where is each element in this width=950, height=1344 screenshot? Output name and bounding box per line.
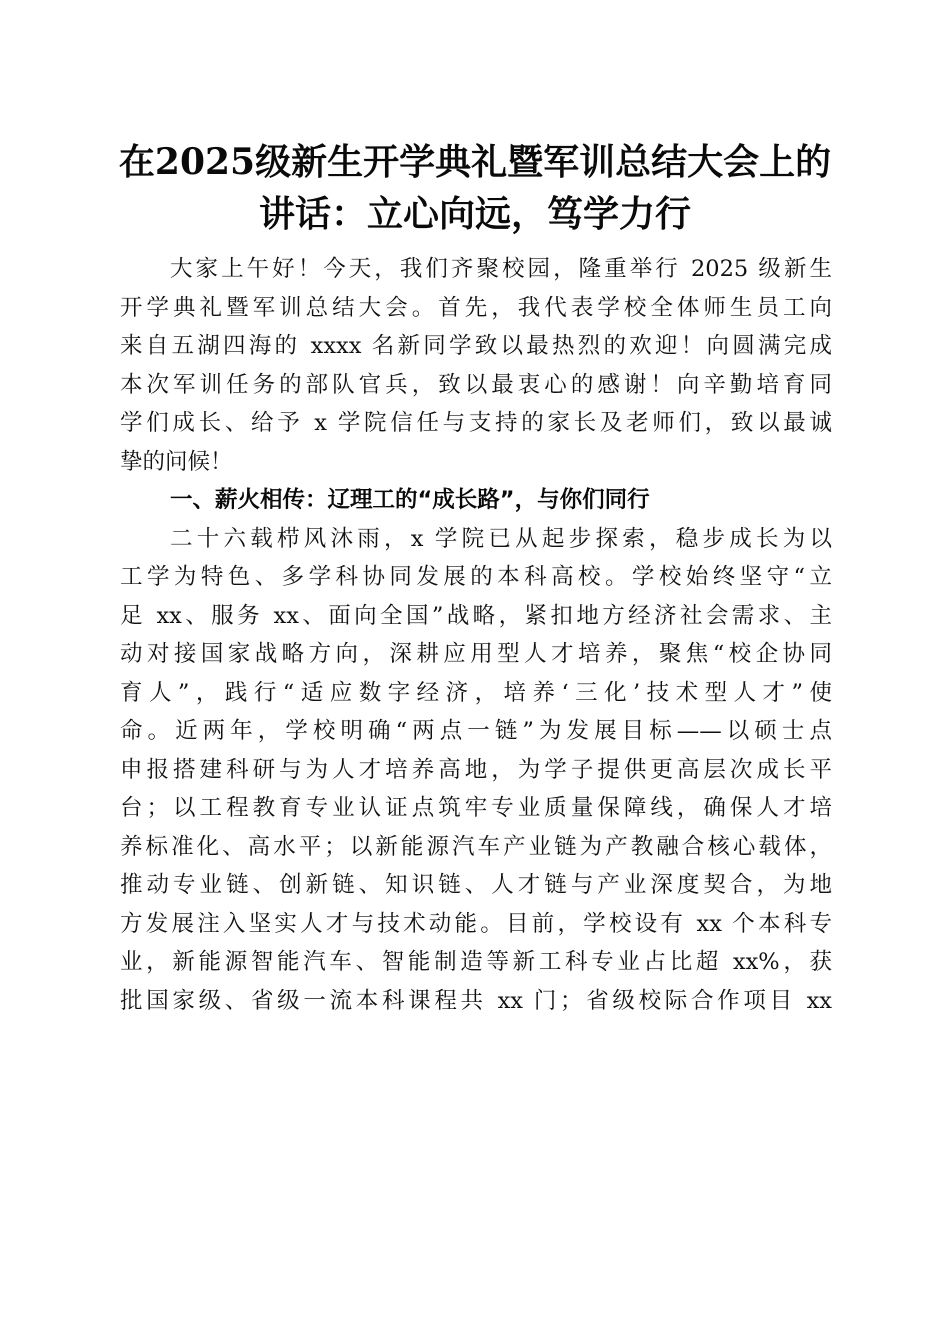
- paragraph-line: 命。近两年，学校明确“两点一链”为发展目标——以硕士点: [120, 718, 832, 744]
- paragraph-line: 业，新能源智能汽车、智能制造等新工科专业占比超 xx%，获: [120, 949, 832, 975]
- paragraph-line: 养标准化、高水平；以新能源汽车产业链为产教融合核心载体，: [120, 833, 832, 860]
- paragraph-line: 开学典礼暨军训总结大会。首先，我代表学校全体师生员工向: [120, 294, 832, 321]
- paragraph-line: 工学为特色、多学科协同发展的本科高校。学校始终坚守“立: [120, 564, 832, 590]
- paragraph-line: 申报搭建科研与为人才培养高地，为学子提供更高层次成长平: [120, 756, 832, 783]
- paragraph-line: 学们成长、给予 x 学院信任与支持的家长及老师们，致以最诚: [120, 410, 832, 436]
- title-line-1: 在2025级新生开学典礼暨军训总结大会上的: [118, 141, 832, 183]
- paragraph-line: 方发展注入坚实人才与技术动能。目前，学校设有 xx 个本科专: [120, 910, 832, 937]
- paragraph-line: 动对接国家战略方向，深耕应用型人才培养，聚焦“校企协同: [120, 641, 832, 667]
- paragraph-line: 大家上午好！今天，我们齐聚校园，隆重举行 2025 级新生: [170, 256, 832, 282]
- paragraph-line: 育人”，践行“适应数字经济，培养‘三化’技术型人才”使: [120, 679, 832, 706]
- section-paragraph: [120, 520, 832, 1021]
- paragraph-line: 足 xx、服务 xx、面向全国”战略，紧扣地方经济社会需求、主: [120, 602, 832, 629]
- intro-paragraph: [120, 250, 832, 481]
- paragraph-line: 批国家级、省级一流本科课程共 xx 门；省级校际合作项目 xx: [120, 987, 832, 1014]
- title-line-2: 讲话：立心向远，笃学力行: [258, 193, 691, 235]
- section-heading: 一、薪火相传：辽理工的“成长路”，与你们同行: [170, 487, 650, 513]
- paragraph-line: 推动专业链、创新链、知识链、人才链与产业深度契合，为地: [120, 872, 832, 898]
- document-title: [100, 136, 850, 240]
- paragraph-line: 台；以工程教育专业认证点筑牢专业质量保障线，确保人才培: [120, 795, 832, 821]
- paragraph-line: 二十六载栉风沐雨，x 学院已从起步探索，稳步成长为以: [170, 525, 832, 552]
- paragraph-line: 挚的问候！: [120, 448, 233, 475]
- paragraph-line: 本次军训任务的部队官兵，致以最衷心的感谢！向辛勤培育同: [120, 371, 832, 398]
- paragraph-line: 来自五湖四海的 xxxx 名新同学致以最热烈的欢迎！向圆满完成: [120, 333, 832, 359]
- document-body: [120, 250, 832, 1020]
